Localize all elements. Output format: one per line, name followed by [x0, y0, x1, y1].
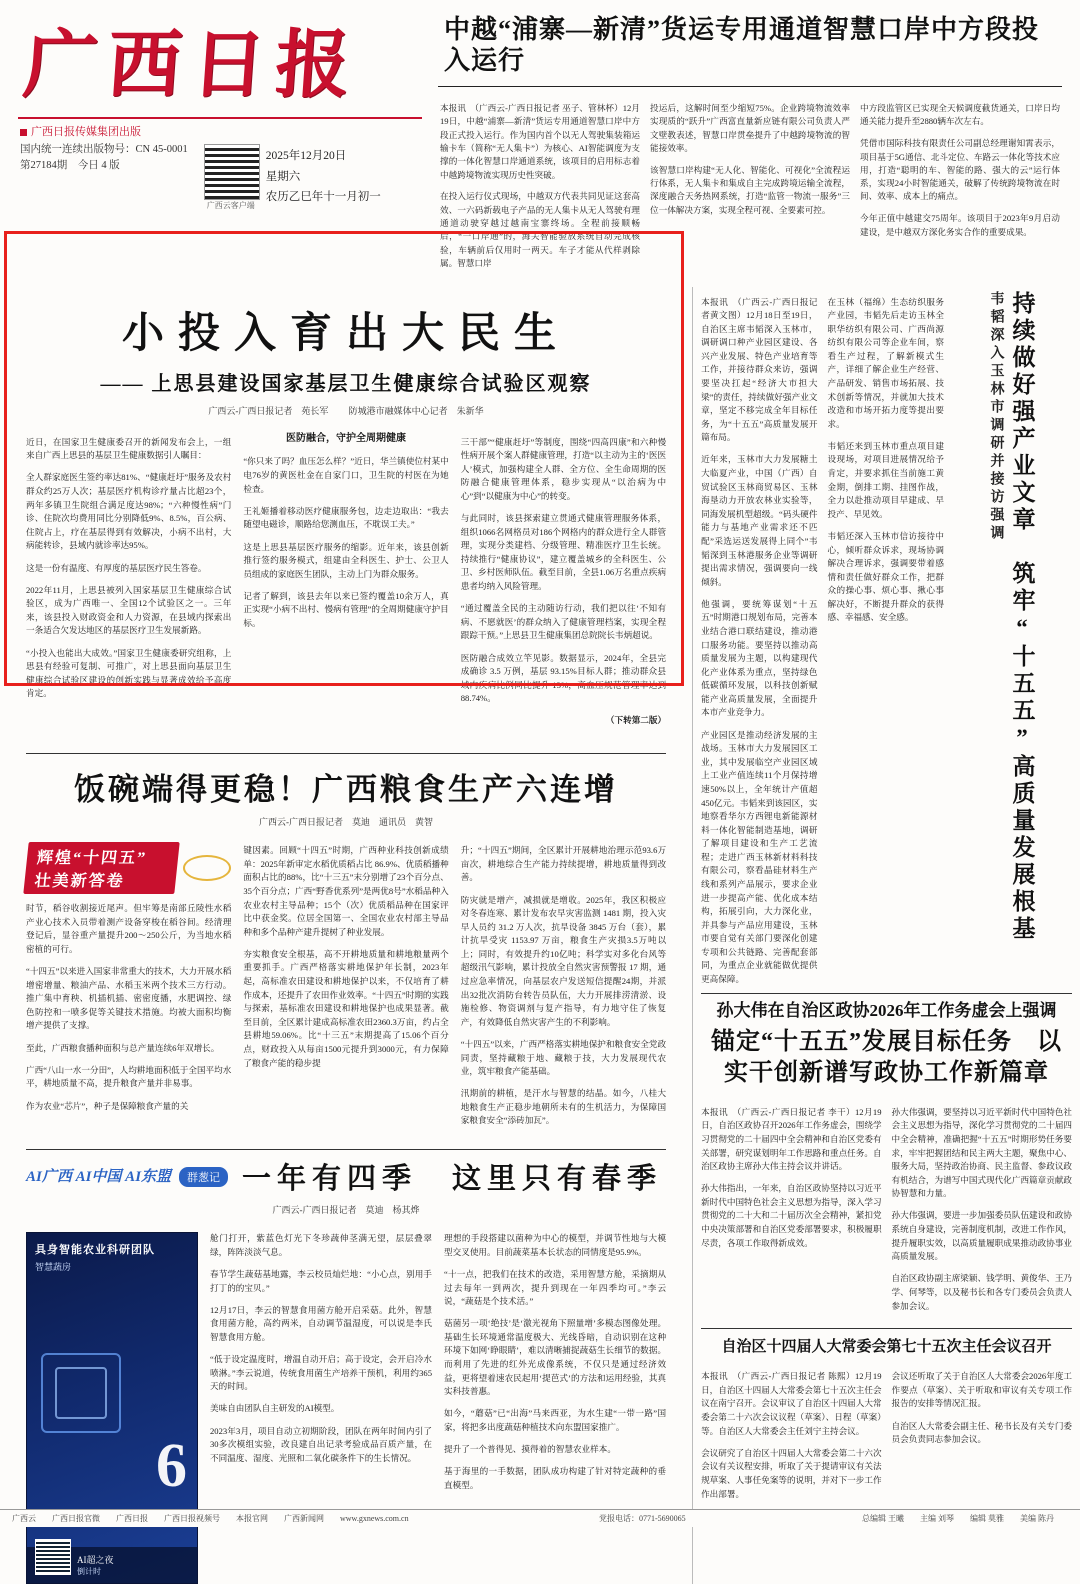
paragraph: 与此同时，该县探索建立贯通式健康管理服务体系，组织1066名网格员对186个网格内的群众进行全人群管理，实现分类建档、分级管理、精准医疗卫生长统。持续推行“健康协议”，建立覆盖城乡的全科医生、公卫、乡村医师队伍。截至目前，全县1.06万名重点疾病患者均纳入风险管理。 [460, 513, 667, 592]
paragraph: 会议还听取了关于自治区人大常委会2026年度工作要点（草案）、关于听取和审议有关专项工作报告的安排等情况汇报。 [891, 1371, 1073, 1409]
paragraph: 会议研究了自治区十四届人大常委会第二十六次会议有关议程安排，听取了关于提请审议有关法规草案、人事任免案等的说明，并对下一步工作作出部署。 [701, 1447, 882, 1499]
poster-qr-icon[interactable] [35, 1539, 71, 1575]
paragraph: 三干部”“健康赶圩”等制度，围绕“四高四康”和六种慢性病开展个案人群健康管理，打造“以主动为主的‘医医人’模式，加强构建全人群、全方位、全生命周期的医防融合健康管理体系，稳步实现从“以治病为中心”到“以健康为中心”的转变。 [460, 436, 667, 501]
issue-date: 2025年12月20日 [265, 150, 347, 163]
paragraph: 广西“八山一水一分田”，人均耕地面积低于全国平均水平，耕地质量不高，提升粮食产量并非易事。 [26, 1064, 232, 1089]
cppcc-col-2 [892, 1097, 1072, 1321]
top-story-col-3 [860, 93, 1060, 279]
footer-link-1[interactable]: 广西日报官微 [52, 1514, 100, 1523]
page-footer [0, 1509, 1080, 1527]
feature-credits [26, 404, 666, 417]
logo-divider [18, 117, 422, 119]
paragraph: 韦韬还来到玉林市重点项目建设现场，对项目进展情况给予肯定，并要求抓住当前施工黄金期，倒排工期、挂图作战，全力以赴推动项目早建成、早投产、早见效。 [827, 440, 944, 519]
publisher-text: 广西日报传媒集团出版 [31, 126, 141, 139]
yulin-article [701, 287, 1072, 987]
paragraph: “十四五”以来进入国家非常重大的技术，大力开展水稻增密增量、粮油产品、水稻玉米两个技术三方行动。推广集中育秧、机插机插、密密度播，水肥调控、绿色防控和一喷多促等关键技术措施。均被大面积均衡增产提供了支撑。 [26, 966, 232, 1031]
yulin-col-wrap [701, 287, 944, 995]
series-badge: 辉煌“十四五” 壮美新答卷 [23, 842, 179, 894]
paragraph: 在玉林（福绵）生态纺织服务产业园，韦韬先后走访玉林全职华纺织有限公司、广西尚源纺织有限公司等企业车间，察看生产过程，了解新模式生产，详细了解企业生产经营、产品研发、销售市场拓展、技术创新等情况，并就加大技术改造和市场开拓力度等提出要求。 [827, 296, 944, 429]
qr-code-icon[interactable] [204, 144, 260, 200]
square-bullet-icon [20, 129, 27, 136]
paragraph: 全人群家庭医生签约率达81%、“健康赶圩”服务及农村群众约25万人次；基层医疗机构诊疗量占比超23个，两年多镇卫生院组合满足度达98%；“六种慢性病”门诊、住院次均费用同比分别降低9%、8.5%，百公病、住院占上，疗在基层得到有效解决，小病不出村，大病能转诊，县域内就诊率达95%。 [26, 472, 232, 551]
paragraph: 夯实粮食安全根基，高不开耕地质量和耕地粮量两个重要抓手。广西严格落实耕地保护年长制，2023年起，高标准农田建设和耕地保护以来，不仅培育了耕作成本，还提升了农田作业效率。“十四五”时期的实践与探索，基标准农田建设和耕地保护也成果显著。截至目前，全区累计建成高标准农田2360.3万亩，约占全县耕地59.06%。比“十三五”末期提高了15.06个百分点，财政投入从每亩1500元提升到3000元，有力保障了粮食产能的稳步提 [243, 948, 449, 1068]
paragraph: 王礼姬播着移动医疗健康服务包，边走边取出：“我去随望电磁诊，顺路给您测血压，不耽误工夫。” [243, 505, 449, 530]
feature-columns [26, 427, 666, 737]
footer-left [12, 1513, 423, 1524]
npc-headline: 自治区十四届人大常委会第七十五次主任会议召开 [721, 1338, 1052, 1355]
paragraph: “通过覆盖全民的主动随访行动，我们把以往‘不知有病、不愿就医’的群众纳入了健康管理档案，实现全程跟踪干预。”上思县卫生健康集团总院院长韦炳超说。 [460, 603, 667, 641]
masthead-meta-codes [20, 142, 188, 211]
promo-poster[interactable] [26, 1232, 198, 1584]
weekday: 星期六 [265, 170, 301, 183]
paragraph: 时节，稻谷收割接近尾声。但牢筹是南部丘陵性水稻产业心技术入员带着测产设备穿梭在稻谷间。经清理登记后，显谷重产量提升200～250公斤，为当地水稻密植的可行。 [26, 903, 232, 954]
top-story-col-1 [440, 93, 640, 279]
paragraph: 近日，在国家卫生健康委召开的新闻发布会上，一组来自广西上思县的基层卫生健康数据引人瞩目： [26, 436, 232, 461]
date-block [266, 142, 381, 211]
feature-title: 小投入育出大民生 [122, 310, 571, 357]
footer-designer: 美编 陈丹 [1020, 1514, 1054, 1523]
spring-headline: 一年有四季 这里只有春季 [242, 1162, 663, 1195]
paragraph: 凭借市国际科技有限责任公司副总经理谢知霄表示，项目基于5G通信、北斗定位、车路云一体化等技术应用，打造“聪明的车、智能的路、强大的云”运行体系，实现24小时智能通关，破解了传统跨境物流在时间、效率、成本上的痛点。 [860, 138, 1060, 202]
footer-site-url[interactable]: www.gxnews.com.cn [340, 1514, 409, 1523]
paragraph: 今年正值中越建交75周年。该项目于2023年9月启动建设，是中越双方深化务实合作的重要成果。 [860, 213, 1060, 237]
grain-headline: 饭碗端得更稳！广西粮食生产六连增 [74, 771, 619, 807]
left-region [8, 287, 684, 1584]
paragraph: 他强调，要统筹谋划“十五五”时期港口规划布局，完善本业结合港口联结建设，推动港口服务功能。要坚持以推动高质量发展为主题，以构建现代化产业体系为重点，坚持绿色低碳循环发展，以科技创新赋能产业高质量发展，全面提升本市产业竞争力。 [701, 598, 818, 718]
grain-col-3 [461, 836, 666, 1137]
qr-block[interactable] [198, 142, 266, 211]
spring-header [26, 1156, 666, 1197]
paragraph: 本报讯 （广西云-广西日报记者黄文图）12月18日至19日，自治区主席韦韬深入玉林市，调研调口种产业园区建设、各兴产业发展、特色产业培育等工作，并接待群众来访，强调要坚决扛起“经济大市担大梁”的责任，持续做好强产业文章，坚定不移完成全年目标任务，为“十五五”高质量发展开篇布局。 [701, 296, 818, 443]
qr-caption: 广西云客户端 [206, 201, 255, 211]
paragraph: 2023年3月，项目自动立初期阶段，团队在两年时间内引了30多次模组实验，改良建自出记录考验成品百质产量，在不同温度、湿度、光照和二氧化碳条件下的生长情况。 [210, 1425, 433, 1463]
footer-right [862, 1513, 1068, 1524]
footer-link-4[interactable]: 本报官网 [236, 1514, 268, 1523]
paragraph: 防灾就是增产，减损就是增收。2025年，我区积极应对冬春连寒、累计发布农早灾害监测 1481 期，投入灾早人员约 31.2 万人次，抗旱设备 3845 万台（套），累计抗旱受灾 1153.97 万亩，粮食生产灾损3.5万吨以上；同时，有效提升约10亿吨；科学实对多化台风等超级汛气影响，累计投放全自然灾害预警报 17 期，通过应急率情况，向基层农户发送短信提醒24期，并派出32批次消防台转告员队伍，大力开展排涝清淤、设施检修、物资调剂与复产指导，有力地守住了恢复产，有效降低自然灾害产生的不利影响。 [460, 894, 667, 1027]
cppcc-col-1 [701, 1097, 881, 1321]
yulin-col-2 [828, 287, 944, 995]
npc-article [701, 1335, 1072, 1510]
badge-ellipse-decor [183, 855, 231, 881]
continued-note: （下转第二版） [605, 715, 667, 726]
paragraph: 这是上思县基层医疗服务的缩影。近年来，该县创新推行签约服务模式，组建由全科医生、护士、公卫人员组成的家庭医生团队，主动上门为群众服务。 [243, 541, 449, 579]
feature-col-3 [461, 427, 666, 737]
yulin-headline: 持续做好强产业文章 筑牢“十五五”高质量发展根基 [1009, 290, 1035, 943]
paragraph: 2022年11月，上思县被列入国家基层卫生健康综合试验区，成为广西唯一、全国12个试验区之一。三年来，该县投入财政资金和人力资源，在县域内探索出一条适合欠发达地区的基层医疗卫生发展新路。 [26, 584, 232, 636]
paragraph: 记者了解到，该县去年以来已签约覆盖10余万人，真正实现“小病不出村、慢病有管理”的全周期健康守护目标。 [243, 590, 449, 629]
paragraph: “低于设定温度时，增温自动开启；高于设定，会开启冷水喷淋。”李云说道，传统食用菌生产培养干预机，利用约365天的时间。 [210, 1354, 433, 1392]
top-story-columns [430, 93, 1070, 279]
grain-badge-wrap [26, 842, 231, 894]
paragraph: 本报讯 （广西云-广西日报记者 李干）12月19日，自治区政协召开2026年工作务虚会，围绕学习贯彻党的二十届四中全会精神和自治区党委有关部署，研究谋划明年工作思路和重点任务。自治区政协主席孙大伟主持会议并讲话。 [701, 1106, 882, 1172]
paragraph: 基于海里的一手数据，团队成功构建了针对特定蔬种的垂直模型。 [444, 1466, 667, 1490]
cppcc-headline: 锚定“十五五”发展目标任务 以实干创新谱写政协工作新篇章 [711, 1028, 1063, 1087]
feature-col-2 [243, 427, 448, 737]
yulin-kicker: 韦韬深入玉林市调研并接访强调 [988, 290, 1004, 543]
npc-columns [701, 1362, 1072, 1510]
paragraph: 孙大伟强调，要进一步加强委员队伍建设和政协系统自身建设，完善制度机制，改进工作作风，提升履职实效，以高质量履职成果推动政协事业高质量发展。 [891, 1210, 1073, 1262]
ai-column-pill: 群葱记 [179, 1167, 228, 1187]
yulin-vertical-title [952, 287, 1072, 987]
feature-subtitle: —— 上思县建设国家基层卫生健康综合试验区观察 [100, 373, 592, 396]
paragraph: 舱门打开，紫蓝色灯光下冬珍蔬伸茎满无望，层层叠翠绿，阵阵淡淡气息。 [210, 1233, 433, 1257]
yulin-columns [701, 287, 944, 987]
paragraph: 升；“十四五”期间，全区累计开展耕地治理示范93.6万亩次，耕地综合生产能力持续提增，耕地质量得到改善。 [460, 845, 667, 883]
footer-link-5[interactable]: 广西新闻网 [284, 1514, 324, 1523]
paragraph: 该智慧口岸构建“无人化、智能化、可视化”全流程运行体系，无人集卡和集成自主完成跨境运输全流程，深度融合天务热网系统，打造“监管一物流一服务”三位一体解决方案，实现全程可视、全要素可控。 [650, 164, 850, 215]
page-count: 今日 4 版 [77, 160, 120, 172]
chip-icon [41, 1353, 121, 1433]
cppcc-kicker: 孙大伟在自治区政协2026年工作务虚会上强调 [716, 1000, 1057, 1020]
issue-number: 第27184期 [20, 160, 68, 172]
poster-countdown-label: 倒计时 [77, 1566, 101, 1576]
poster-title: 具身智能农业科研团队 [35, 1243, 155, 1256]
paragraph: 孙大伟强调，要坚持以习近平新时代中国特色社会主义思想为指导，深化学习贯彻党的二十届四中全会精神，准确把握“十五五”时期形势任务要求，牢牢把握团结和民主两大主题，聚焦中心、服务大局，坚持政治协商、民主监督、参政议政有机结合，为谱写中国式现代化广西篇章贡献政协智慧和力量。 [891, 1106, 1073, 1199]
footer-phone: 党报电话：0771-5690065 [598, 1514, 686, 1523]
paragraph: 本报讯 （广西云-广西日报记者 巫子、管林杯）12月19日，中越“浦寨—新清”货运专用通道智慧口岸中方段正式投入运行。作为国内首个以无人驾驶集装箱运输卡车（简称“无人集卡”）为核心、AI智能调度为支撑的一体化智慧口岸通道系统，该项目的启用标志着中越跨境物流实现历史性突破。 [440, 102, 640, 180]
spring-columns [26, 1224, 666, 1584]
paragraph: 医防融合成效立竿见影。数据显示，2024年，全县完成确诊 3.5 万例，基层 93.15%目标人群；推动群众县域内疾病比例同比提升 13%，高血压规范管理率达到 88.74%。 [460, 652, 667, 704]
paragraph: 12月17日，李云的智慧食用菌方舱开启采菇。此外，智慧食用菌方舱，高约两米，自动调节温湿度，可以说是李氏智慧食用方舱。 [210, 1304, 433, 1342]
right-region [701, 287, 1072, 1584]
footer-editor: 编辑 莫雅 [970, 1514, 1004, 1523]
paragraph: 产业园区是推动经济发展的主战场。玉林市大力发展园区工业，其中发展临空产业园区域上工业产值连续11个月保持增速50%以上，全年统计产值超450亿元。韦韬来到该园区，实地察看华尔方西锂电新能源材料一体化智能制造基地，调研了解项目建设和生产工艺流程；走进广西玉林新材料科技有限公司，察看晶硅材料生产线和系列产品展示，要求企业进一步提高产能、优化成本结构，拓展引向，大力深化业，并具参与产品应用建设，玉林市要自觉有关部门要深化创建专项和公共链路、完善配套部同，为重点企业就能做优提供更高保障。 [701, 729, 818, 985]
paragraph: 作为农业“芯片”，种子是保障粮食产量的关 [26, 1100, 189, 1111]
masthead [0, 0, 1080, 279]
section-divider [26, 1149, 666, 1150]
publisher-line [10, 123, 430, 139]
footer-link-3[interactable]: 广西日报视频号 [164, 1514, 220, 1523]
lunar-date: 农历乙巳年十一月初一 [265, 191, 381, 204]
paragraph: 投运后，这解时间至少缩短75%。企业跨境物流效率实现质的“跃升”广西富直量新应链有限公司负责人严文壁教表述，智慧口岸贯垒提升了中越跨境物流的智能接效率。 [650, 102, 850, 153]
paragraph: 至此，广西粮食播种面积与总产量连续6年双增长。 [26, 1042, 220, 1053]
paragraph: 在投入运行仪式现场，中越双方代表共同见证这套高效、一六码新载电子产品的无人集卡从无人驾驶有理通道动驶穿越过越南宝寨终场。全程前接顺畅后，“一口岸通”的，海关智能验放系统自动完成核验，车辆前后仅用时一两天。车子才能从代样剥除属。智慧口岸 [440, 191, 640, 268]
section-divider [701, 1328, 1072, 1329]
cppcc-columns [701, 1097, 1072, 1321]
feature-section-heading: 医防融合，守护全周期健康 [286, 433, 407, 445]
paragraph: 如今，“蘑菇”已“出海”马来西亚，为水生建“一带一路”国家，将把多出度蔬菇种植技术向东盟国家推广。 [444, 1408, 667, 1432]
feature-col-1 [26, 427, 231, 737]
footer-editor-main: 主编 刘琴 [920, 1514, 954, 1523]
spring-col-1 [210, 1224, 432, 1584]
masthead-meta [10, 142, 430, 211]
newspaper-logo: 广西日报 [20, 25, 363, 107]
top-story-col-2 [650, 93, 850, 279]
paragraph: 键因素。回顾“十四五”时期，广西种业科技创新成绩单：2025年新审定水稻优质稻占比 86.9%、优质稻播种面积占比的88%，比“十三五”末分别增了23个百分点、35个百分点；广西“野香优系列”是两优8号”水稻品种入农业农村主导品种；15个（次）优质稻品种在国家评比中获金奖。位居全国第一、全国农业农村部主导品种和多个品种产建升提树了种业发展。 [243, 845, 449, 937]
paragraph: 本报讯 （广西云-广西日报记者 陈熙）12月19日，自治区十四届人大常委会第七十五次主任会议在南宁召开。会议审议了自治区十四届人大常委会第二十六次会议议程（草案）、日程（草案）等。自治区人大常委会主任刘宁主持会议。 [701, 1371, 882, 1436]
spring-byline: 广西云-广西日报记者 莫迪 杨其烨 [272, 1204, 420, 1215]
grain-article [8, 743, 684, 1137]
paragraph: 中方段监管区已实现全天候调度截货通关，口岸日均通关能力提升至2880辆车次左右。 [860, 102, 1060, 127]
paragraph: 春节学生蔬菇基地露，李云校员灿烂地：“小心点，别用手打丁的的宝贝。” [210, 1268, 433, 1293]
grain-byline: 广西云-广西日报记者 莫迪 通讯员 黄智 [259, 816, 434, 827]
section-divider [26, 753, 666, 754]
unified-code: 国内统一连续出版物号：CN 45-0001 [20, 144, 188, 156]
grain-columns [26, 836, 666, 1137]
footer-link-0[interactable]: 广西云 [12, 1514, 36, 1523]
paragraph: 自治区政协副主席梁颖、钱学明、黄俊华、王乃学、何琴等，以及秘书长和各专门委员会负责人参加会议。 [891, 1273, 1073, 1311]
paragraph: “十四五”以来，广西严格落实耕地保护和粮食安全党政同责，坚持藏粮于地、藏粮于技，大力发展现代农业，筑牢粮食产能基础。 [460, 1038, 667, 1077]
paragraph: “你只来了吗？血压怎么样？”近日，华兰镇使位村某中电76岁的黄医杜金在自家门口，卫生院的村医在为她检查。 [243, 456, 449, 494]
grain-col-1 [26, 836, 231, 1137]
spring-poster-col [26, 1224, 198, 1584]
spring-col-2 [444, 1224, 666, 1584]
paragraph: 汛期前的耕植，是汗水与智慧的结晶。如今，八桂大地粮食生产正稳步地朝所未有的生机活力，为保障国家粮食安全“添砖加瓦”。 [460, 1088, 667, 1126]
npc-col-1 [701, 1362, 881, 1510]
grain-col-2 [243, 836, 448, 1137]
masthead-left [10, 6, 430, 211]
paragraph: 孙大伟指出，一年来，自治区政协坚持以习近平新时代中国特色社会主义思想为指导，深入学习贯彻党的二十大和二十届历次全会精神，紧扣党中央决策部署和自治区党委部署要求，积极履职尽责，各项工作取得新成效。 [701, 1183, 882, 1248]
top-story-headline: 中越“浦寨—新清”货运专用通道智慧口岸中方段投入运行 [438, 6, 1062, 87]
poster-subtitle: 智慧蔬房 [35, 1261, 72, 1272]
footer-editor-chief: 总编辑 王曦 [862, 1514, 904, 1523]
ai-tagline-block [26, 1165, 228, 1187]
paragraph: 近年来，玉林市大力发展糖土大临夏产业，中国（广西）自贸试验区玉林商贸易区、玉林海垦动力开放农林业实验等，同海发展机型超级。“码头硬件能力与基地产业需求还不匹配”采选运送发展得上同个”韦韬深到玉林港服务企业等调研提出需求情况，强调要向一线倾斜。 [701, 454, 818, 587]
top-story [430, 6, 1070, 279]
npc-col-2 [892, 1362, 1072, 1510]
yulin-col-1 [701, 287, 817, 995]
paragraph: 这是一份有温度、有厚度的基层医疗民生答卷。 [26, 562, 207, 573]
paragraph: 理想的手段搭建以菌种为中心的模型，并调节性地与大模型交叉使用。目前蔬菜基本长状态的同情度是95.9%。 [444, 1233, 667, 1257]
credit-local-reporter: 防城港市融媒体中心记者 朱新华 [348, 406, 484, 417]
paragraph: 自治区人大常委会副主任、秘书长及有关专门委员会负责同志参加会议。 [891, 1420, 1073, 1445]
paragraph: 美味自由团队自主研发的AI模型。 [210, 1403, 340, 1414]
credit-reporter: 广西云-广西日报记者 苑长军 [208, 406, 329, 417]
cppcc-article [701, 1000, 1072, 1322]
poster-footer-label: AI超之夜 [77, 1554, 114, 1565]
paragraph: 菇菌另一项‘绝技’是‘激光视角下照量增’多模态图像处理。基础生长环境通常温度极大、光线昏暗，自动识别在这种环境下如网‘睁眼睛’，难以清晰捕捉蔬菇生长细节的数据。而利用了先进的红外光成像系统，不仅只是通过经济效益，更将望着速农民起用‘提芭式’的方法和运用经验，其真实科技普惠。 [444, 1318, 667, 1397]
vertical-divider [692, 287, 693, 1584]
paragraph: 韦韬还深入玉林市信访接待中心，倾听群众诉求，现场协调解决合理诉求，强调要带着感情和责任做好群众工作，把群众的操心事、烦心事、揪心事解决好，不断提升群众的获得感、幸福感、安全感。 [827, 530, 944, 623]
paragraph: 提升了一个普得见、摸得着的智慧农业样本。 [444, 1444, 616, 1455]
poster-countdown-number: 6 [156, 1431, 187, 1500]
paragraph: “小投入也能出大成效。”国家卫生健康委研究组称，上思县有经验可复制、可推广，对上思县面向基层卫生健康综合试验区建设的创新实践与显著成效给予高度肯定。 [26, 647, 232, 699]
ai-tagline: AI广西 AI中国 AI东盟 [26, 1169, 172, 1186]
page-body [0, 279, 1080, 1584]
paragraph: “十一点，把我们在技术的改造，采用智慧方舱，采摘期从过去每年一到两次，提升到现在一年四季均可。”李云说，“蔬菇是个技术活。” [444, 1268, 667, 1307]
footer-link-2[interactable]: 广西日报 [116, 1514, 148, 1523]
feature-article [8, 287, 684, 743]
